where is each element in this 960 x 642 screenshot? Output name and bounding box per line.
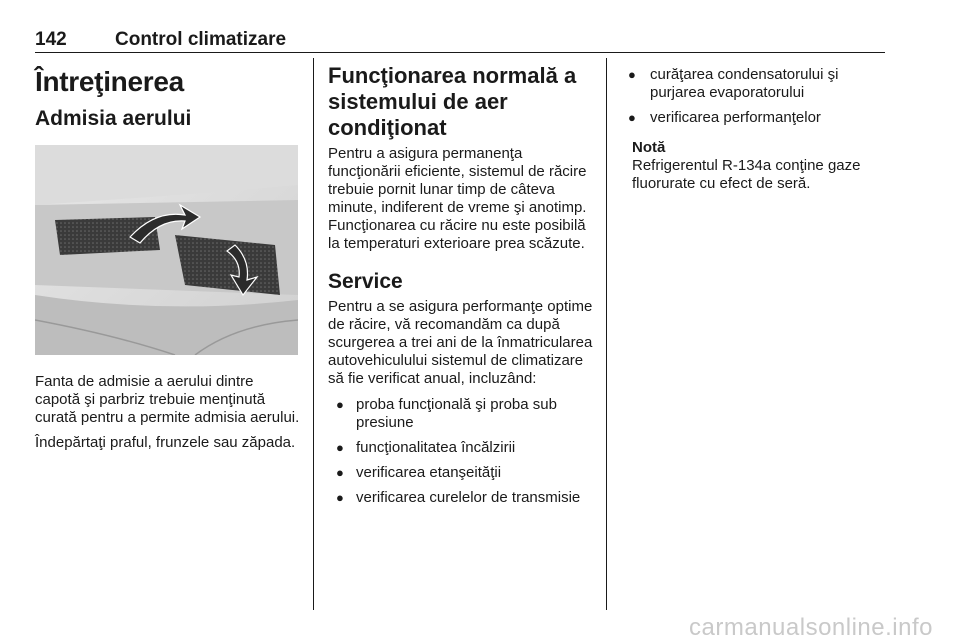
section-heading-ac: Funcţionarea normală a sistemului de aer condiţionat bbox=[328, 63, 577, 140]
list-item bbox=[620, 66, 885, 102]
chapter-title: Control climatizare bbox=[115, 29, 287, 50]
ac-paragraph: Pentru a asigura permanenţa funcţionării eficiente, sistemul de răcire trebuie pornit lunar timp de câteva minute, indiferent de vreme şi anotimp. Funcţionarea cu răcire nu este posibilă la temperaturi exterioare prea scăzute. bbox=[328, 145, 587, 252]
bullet-icon: ● bbox=[336, 490, 344, 505]
subsection-heading: Admisia aerului bbox=[35, 107, 192, 130]
windshield-air-intake-photo bbox=[35, 145, 298, 355]
bullet-icon: ● bbox=[336, 465, 344, 480]
list-item bbox=[620, 109, 885, 127]
list-item-text: proba funcţională şi proba sub presiune bbox=[356, 396, 557, 431]
list-item-text: funcţionalitatea încălzirii bbox=[356, 439, 516, 456]
list-item bbox=[328, 439, 593, 457]
bullet-icon: ● bbox=[336, 440, 344, 455]
column-middle bbox=[328, 58, 593, 514]
list-item-text: verificarea performanţelor bbox=[650, 109, 821, 126]
list-item-text: verificarea curelelor de transmisie bbox=[356, 489, 581, 506]
list-item bbox=[328, 464, 593, 482]
service-paragraph: Pentru a se asigura performanţe optime de răcire, vă recomandăm ca după scurgerea a trei ani de la înmatricularea autovehiculului sistemul de climatizare să fie verificat anual, incluzând: bbox=[328, 298, 593, 387]
intake-paragraph: Fanta de admisie a aerului dintre capotă şi parbriz trebuie menţinută curată pentru a permite admisia aerului. bbox=[35, 373, 300, 426]
service-list-continued bbox=[620, 66, 885, 127]
bullet-icon: ● bbox=[336, 397, 344, 412]
watermark-text: carmanualsonline.info bbox=[689, 614, 933, 641]
bullet-icon: ● bbox=[628, 110, 636, 125]
column-divider-1 bbox=[313, 58, 314, 610]
list-item-text: curăţarea condensatorului şi purjarea evaporatorului bbox=[650, 66, 839, 101]
column-divider-2 bbox=[606, 58, 607, 610]
list-item bbox=[328, 396, 593, 432]
cleaning-paragraph: Îndepărtaţi praful, frunzele sau zăpada. bbox=[35, 434, 296, 451]
service-list bbox=[328, 396, 593, 507]
list-item-text: verificarea etanşeităţii bbox=[356, 464, 502, 481]
column-right bbox=[620, 58, 885, 193]
page-header bbox=[35, 26, 885, 53]
list-item bbox=[328, 489, 593, 507]
page-number: 142 bbox=[35, 29, 67, 50]
bullet-icon: ● bbox=[628, 67, 636, 82]
note-title: Notă bbox=[632, 139, 666, 156]
note-text: Refrigerentul R-134a conţine gaze fluorurate cu efect de seră. bbox=[632, 157, 861, 192]
column-left bbox=[35, 58, 300, 452]
service-heading: Service bbox=[328, 270, 403, 293]
section-heading: Întreţinerea bbox=[35, 66, 184, 97]
